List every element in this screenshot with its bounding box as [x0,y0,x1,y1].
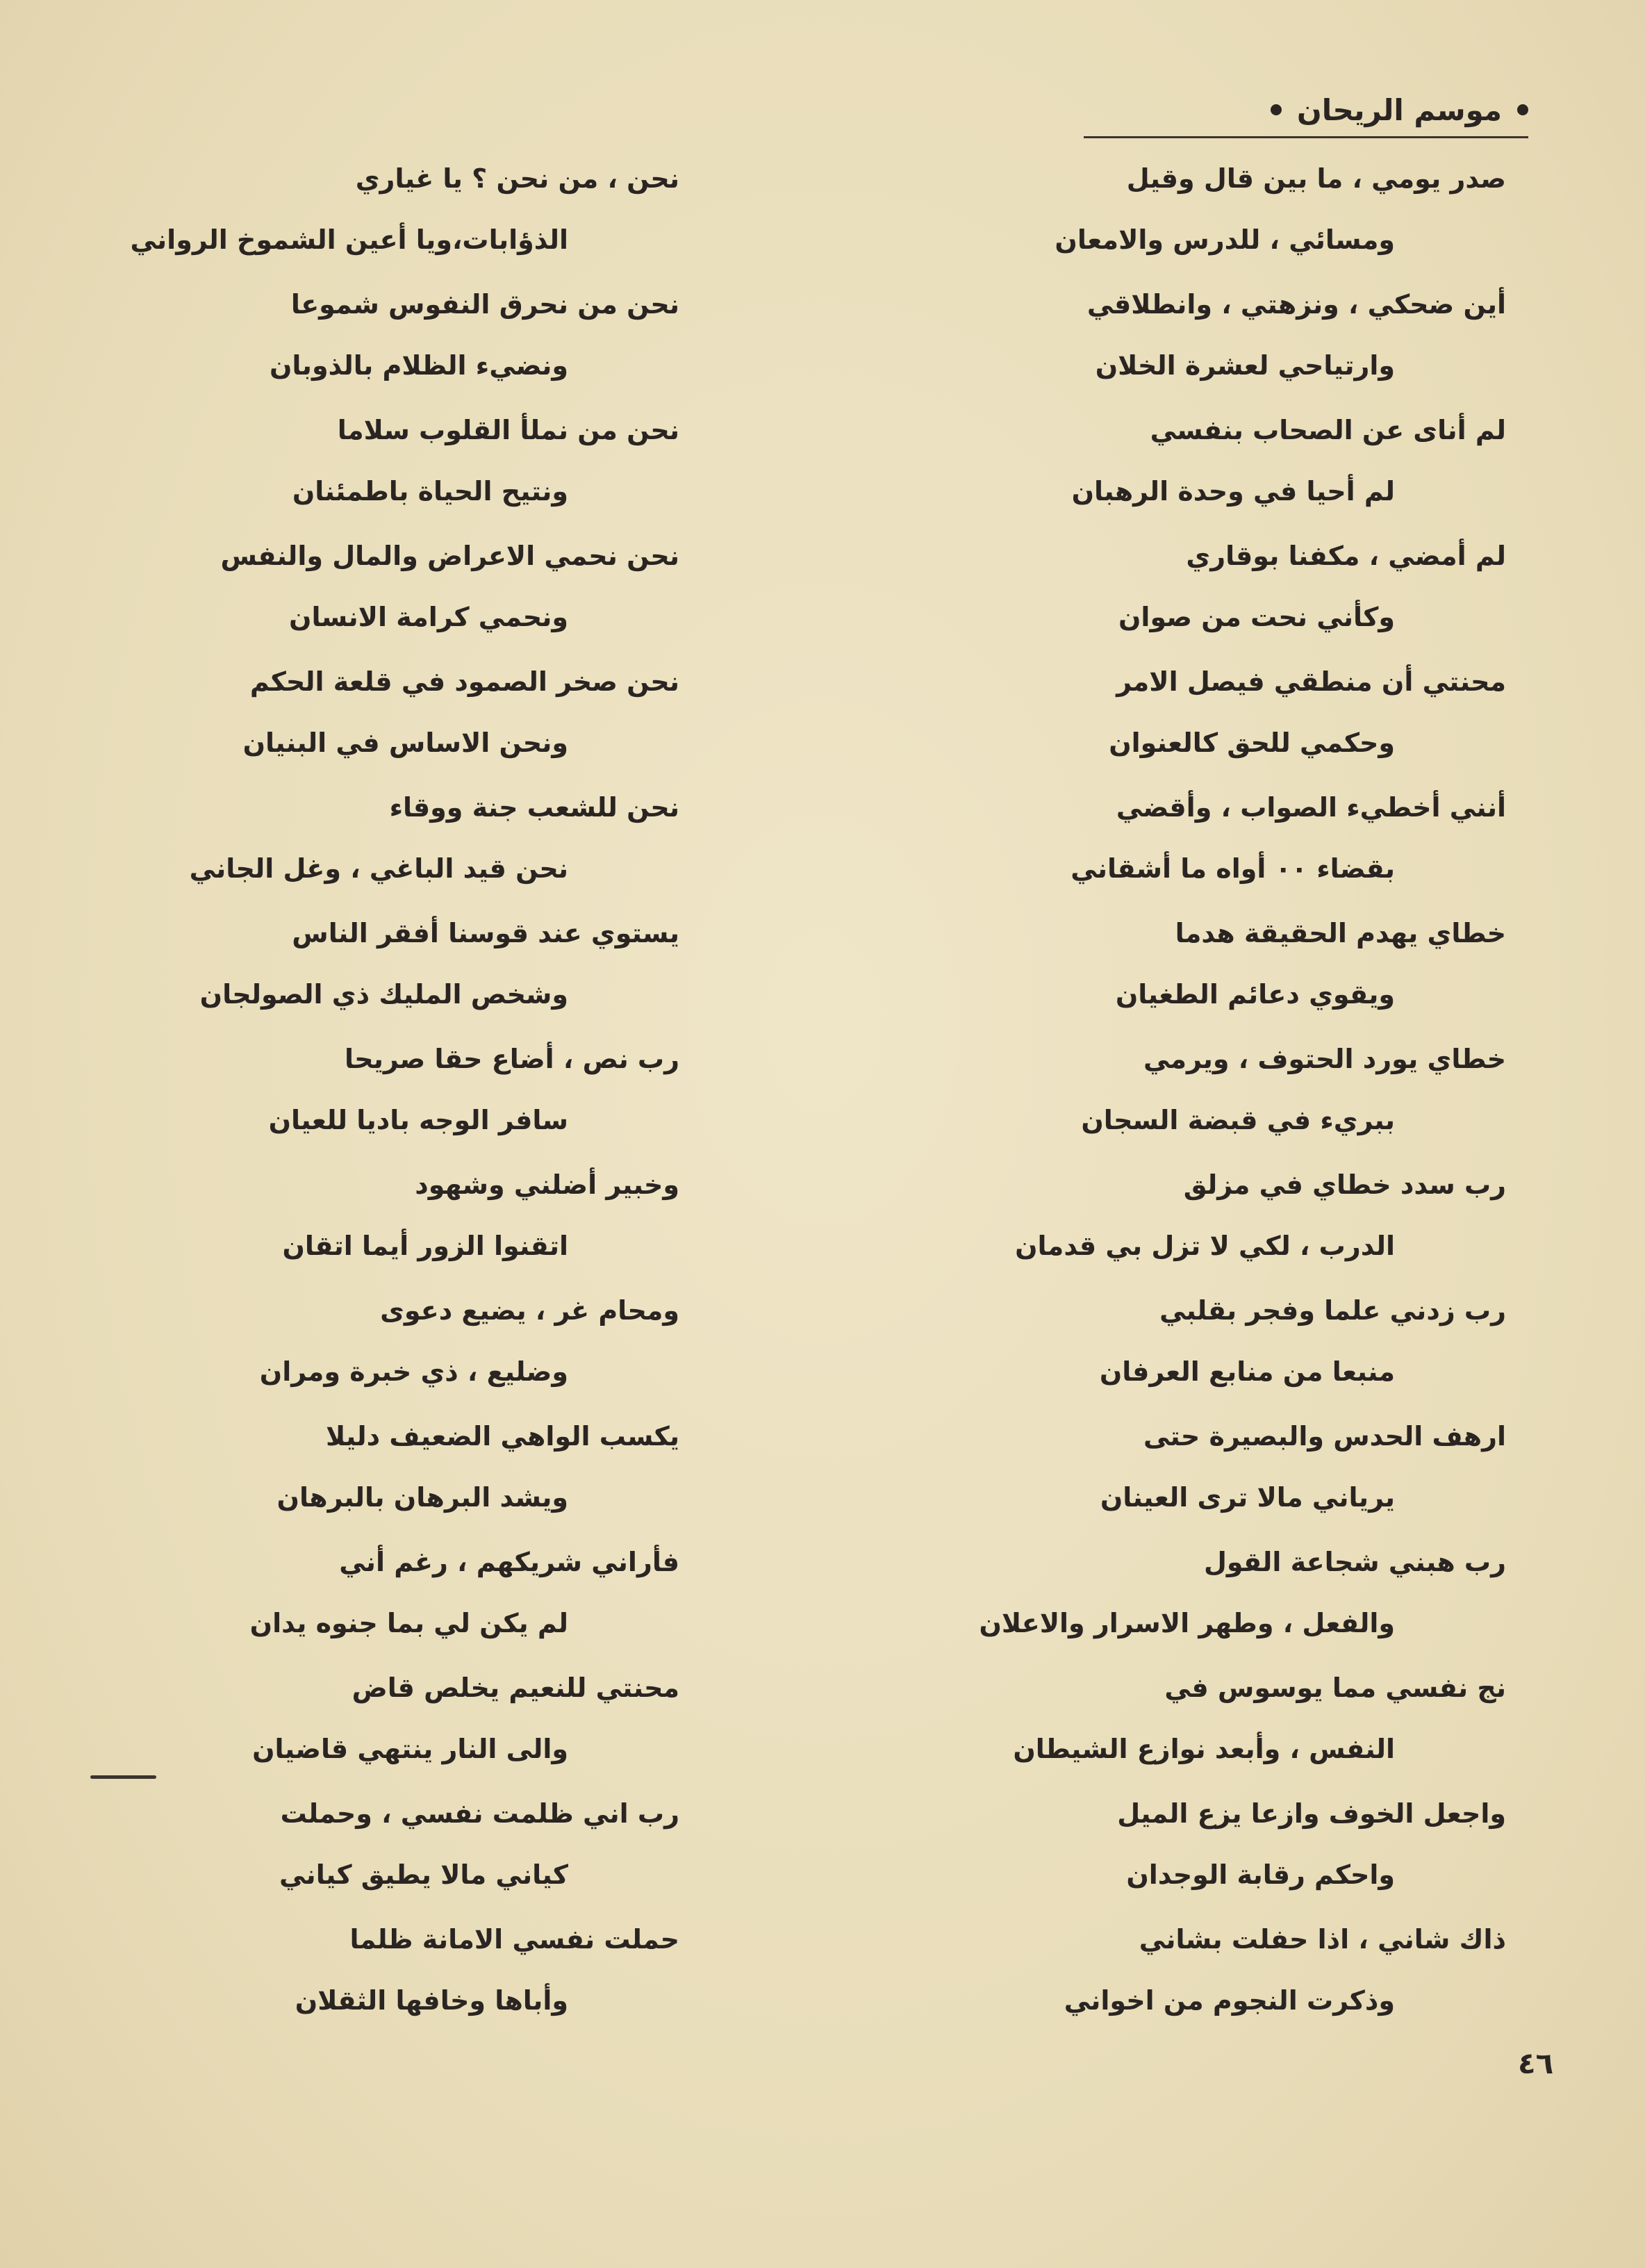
verse-second-half: وذكرت النجوم من اخواني [1064,1985,1395,2016]
verse-second-half: وحكمي للحق كالعنوان [1109,728,1395,758]
verse [110,1910,679,2036]
verse [110,904,679,1030]
verse-first-half: محنتي أن منطقي فيصل الامر [1116,666,1506,697]
verse-second-half: وشخص المليك ذي الصولجان [199,979,568,1010]
poem-column-right [950,149,1506,2036]
verse-second-half: وضليع ، ذي خبرة ومران [259,1356,568,1387]
verse-second-half: وأباها وخافها الثقلان [295,1985,568,2016]
verse [950,904,1506,1030]
verse [110,401,679,527]
verse-second-half: منبعا من منابع العرفان [1099,1356,1395,1387]
verse-second-half: وكأني نحت من صوان [1118,602,1395,632]
verse-second-half: والى النار ينتهي قاضيان [252,1734,568,1764]
verse [110,652,679,778]
verse-second-half: اتقنوا الزور أيما اتقان [282,1231,568,1261]
bullet-dot [1517,104,1528,115]
verse [110,275,679,401]
verse-second-half: الذؤابات،ويا أعين الشموخ الرواني [130,224,568,255]
verse [950,652,1506,778]
verse-second-half: والفعل ، وطهر الاسرار والاعلان [979,1608,1395,1638]
verse [950,1784,1506,1910]
verse-first-half: نحن من نملأ القلوب سلاما [337,415,679,445]
verse [950,527,1506,652]
verse-first-half: لم أمضي ، مكفنا بوقاري [1186,541,1506,571]
verse-first-half: أين ضحكي ، ونزهتي ، وانطلاقي [1086,289,1506,320]
verse-second-half: وارتياحي لعشرة الخلان [1095,350,1395,381]
verse-first-half: خطاي يهدم الحقيقة هدما [1175,918,1506,948]
verse-first-half: نحن صخر الصمود في قلعة الحكم [249,666,679,697]
verse [950,1407,1506,1533]
section-title: موسم الريحان [1296,92,1502,127]
verse [110,1784,679,1910]
verse-second-half: ويقوي دعائم الطغيان [1115,979,1395,1010]
verse [110,1156,679,1281]
verse-second-half: نحن قيد الباغي ، وغل الجاني [189,853,568,884]
verse [950,401,1506,527]
verse-first-half: نحن نحمي الاعراض والمال والنفس [220,541,679,571]
verse [950,1533,1506,1659]
verse-second-half: الدرب ، لكي لا تزل بي قدمان [1015,1231,1395,1261]
verse [950,1659,1506,1784]
verse [110,527,679,652]
verse-second-half: ومسائي ، للدرس والامعان [1055,224,1395,255]
verse [110,149,679,275]
verse-second-half: ونضيء الظلام بالذوبان [269,350,568,381]
verse [950,1281,1506,1407]
verse-first-half: لم أناى عن الصحاب بنفسي [1150,415,1506,445]
verse-first-half: رب سدد خطاي في مزلق [1183,1169,1506,1200]
verse-second-half: واحكم رقابة الوجدان [1126,1859,1395,1890]
poem-column-left [110,149,679,2036]
section-header [1084,82,1528,138]
verse-first-half: خطاي يورد الحتوف ، ويرمي [1143,1044,1506,1074]
verse-first-half: ارهف الحدس والبصيرة حتى [1143,1421,1506,1452]
verse-first-half: محنتي للنعيم يخلص قاض [352,1673,679,1703]
verse-second-half: كياني مالا يطيق كياني [279,1859,568,1890]
verse-second-half: لم يكن لي بما جنوه يدان [249,1608,568,1638]
header-rule [1084,136,1528,138]
verse [950,778,1506,904]
verse-second-half: النفس ، وأبعد نوازع الشيطان [1013,1734,1395,1764]
verse-first-half: نحن من نحرق النفوس شموعا [290,289,679,320]
margin-mark [90,1775,156,1779]
verse-second-half: سافر الوجه باديا للعيان [268,1105,568,1135]
verse [110,1659,679,1784]
verse-first-half: فأراني شريكهم ، رغم أني [339,1547,679,1577]
bullet-dot [1271,104,1282,115]
verse-first-half: يستوي عند قوسنا أفقر الناس [292,918,679,948]
verse [950,149,1506,275]
verse-first-half: واجعل الخوف وازعا يزع الميل [1117,1798,1506,1829]
verse-first-half: نحن ، من نحن ؟ يا غياري [355,163,679,194]
verse-first-half: وخبير أضلني وشهود [415,1169,679,1200]
verse-first-half: رب هبني شجاعة القول [1203,1547,1506,1577]
verse-first-half: ذاك شاني ، اذا حفلت بشاني [1139,1924,1506,1955]
verse-first-half: نج نفسي مما يوسوس في [1164,1673,1506,1703]
verse-first-half: يكسب الواهي الضعيف دليلا [326,1421,679,1452]
page-number: ٤٦ [1518,2046,1554,2080]
verse-second-half: ونحمي كرامة الانسان [289,602,568,632]
verse [110,778,679,904]
verse-second-half: لم أحيا في وحدة الرهبان [1071,476,1395,507]
verse-first-half: صدر يومي ، ما بين قال وقيل [1126,163,1506,194]
verse-second-half: يرياني مالا ترى العينان [1100,1482,1395,1513]
verse-first-half: حملت نفسي الامانة ظلما [349,1924,679,1955]
verse-second-half: ببريء في قبضة السجان [1081,1105,1395,1135]
verse [950,1156,1506,1281]
verse-first-half: رب نص ، أضاع حقا صريحا [344,1044,679,1074]
verse-second-half: ويشد البرهان بالبرهان [276,1482,568,1513]
verse-second-half: ونحن الاساس في البنيان [242,728,568,758]
verse-first-half: أنني أخطيء الصواب ، وأقضي [1116,792,1506,823]
verse-first-half: رب زدني علما وفجر بقلبي [1159,1295,1506,1326]
verse-first-half: ومحام غر ، يضيع دعوى [380,1295,679,1326]
verse-second-half: بقضاء ٠٠ أواه ما أشقاني [1071,853,1395,884]
verse [110,1533,679,1659]
verse-second-half: ونتيح الحياة باطمئنان [292,476,568,507]
verse [110,1281,679,1407]
verse-first-half: نحن للشعب جنة ووقاء [389,792,679,823]
verse-first-half: رب اني ظلمت نفسي ، وحملت [280,1798,679,1829]
verse [950,1030,1506,1156]
verse [110,1030,679,1156]
verse [110,1407,679,1533]
verse [950,1910,1506,2036]
verse [950,275,1506,401]
